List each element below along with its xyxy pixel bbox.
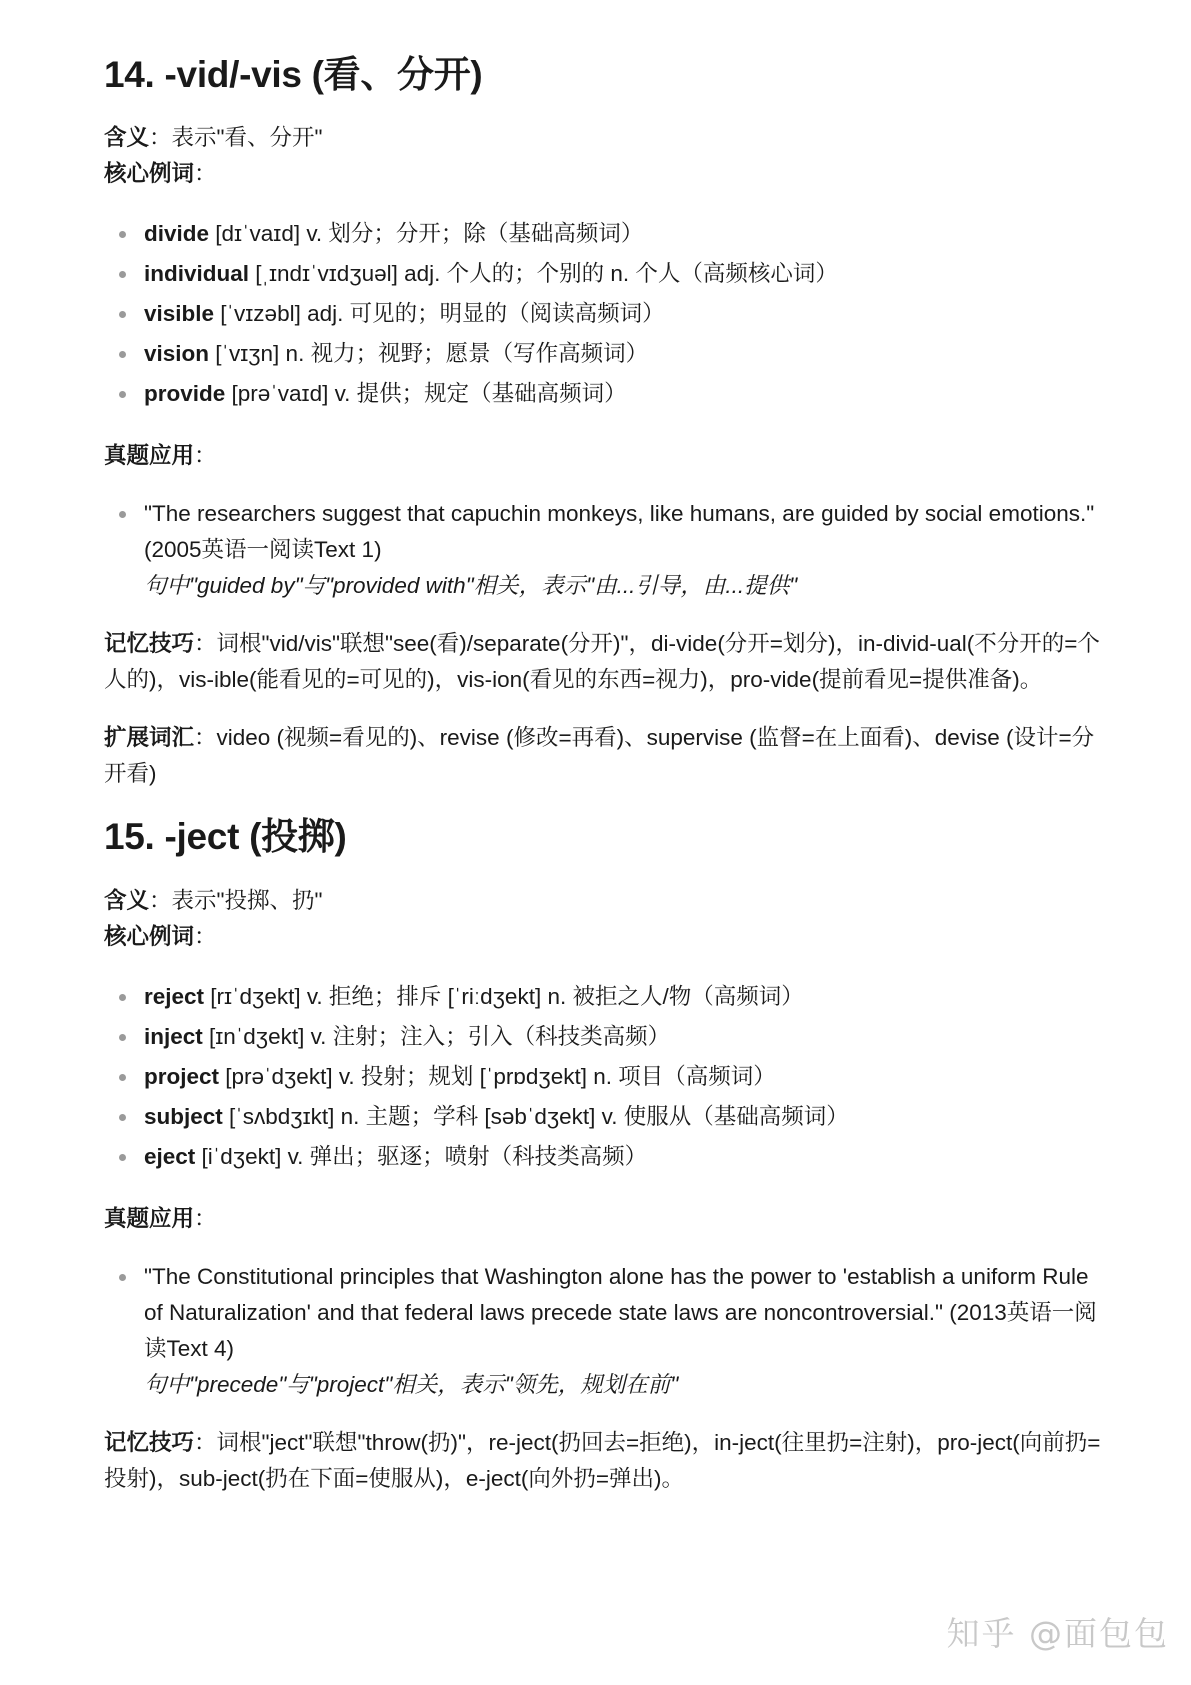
meaning-label: 含义: [104, 125, 150, 151]
word-detail: [prəˈdʒekt] v. 投射；规划 [ˈprɒdʒekt] n. 项目（高频词）: [219, 1063, 776, 1089]
meaning-text: ：表示"看、分开": [149, 125, 323, 151]
word-detail: [dɪˈvaɪd] v. 划分；分开；除（基础高频词）: [209, 221, 644, 247]
memory-tip-text: ：词根"vid/vis"联想"see(看)/separate(分开)"，di-vide(分开=划分)，in-divid-ual(不分开的=个人的)，vis-ible(能看见的=可见的)，vis-ion(看见的东西=视力)，pro-vide(提前看见=提供准备)。: [104, 631, 1100, 693]
word: provide: [144, 381, 226, 407]
quote-note: 句中"precede"与"project"相关，表示"领先，规划在前": [144, 1371, 679, 1397]
word-detail: [ˌɪndɪˈvɪdʒuəl] adj. 个人的；个别的 n. 个人（高频核心词）: [249, 261, 838, 287]
core-word-list: [104, 214, 1104, 414]
list-item: [104, 1097, 1104, 1137]
exam-quote-list: [104, 1259, 1104, 1403]
core-words-label: 核心例词: [104, 161, 195, 187]
section-title: 14. -vid/-vis (看、分开): [104, 54, 483, 95]
word: reject: [144, 983, 205, 1009]
core-words-suffix: ：: [194, 161, 217, 187]
quote-note: 句中"guided by"与"provided with"相关，表示"由...引导，由...提供": [144, 573, 798, 599]
memory-tip-text: ：词根"ject"联想"throw(扔)"，re-ject(扔回去=拒绝)，in-ject(往里扔=注射)，pro-ject(向前扔=投射)，sub-ject(扔在下面=使服从)，e-ject(向外扔=弹出)。: [104, 1429, 1101, 1491]
word-detail: [ˈvɪzəbl] adj. 可见的；明显的（阅读高频词）: [214, 301, 665, 327]
section-ject: [104, 814, 1104, 1496]
list-item: [104, 334, 1104, 374]
list-item: [104, 374, 1104, 414]
extended-vocab: [104, 720, 1104, 792]
extended-vocab-text: ：video (视频=看见的)、revise (修改=再看)、supervise (监督=在上面看)、devise (设计=分开看): [104, 725, 1095, 787]
word-detail: [ˈvɪʒn] n. 视力；视野；愿景（写作高频词）: [209, 341, 649, 367]
list-item: [104, 1017, 1104, 1057]
word: vision: [144, 341, 210, 367]
word-detail: [prəˈvaɪd] v. 提供；规定（基础高频词）: [225, 381, 627, 407]
word: subject: [144, 1103, 223, 1129]
extended-vocab-label: 扩展词汇: [104, 725, 195, 751]
meaning-line: [104, 120, 1104, 156]
word: eject: [144, 1143, 196, 1169]
section-title: 15. -ject (投掷): [104, 816, 347, 858]
word: visible: [144, 301, 215, 327]
core-words-suffix: ：: [194, 923, 217, 949]
exam-quote: [104, 496, 1104, 604]
memory-tip: [104, 1425, 1104, 1497]
exam-application-label: 真题应用: [104, 1205, 195, 1231]
meaning-text: ：表示"投掷、扔": [149, 887, 323, 913]
meaning-line: [104, 883, 1104, 919]
word-detail: [iˈdʒekt] v. 弹出；驱逐；喷射（科技类高频）: [195, 1143, 648, 1169]
word-detail: [rɪˈdʒekt] v. 拒绝；排斥 [ˈriːdʒekt] n. 被拒之人/物（高频词）: [204, 983, 804, 1009]
section-vid-vis: [104, 52, 1104, 792]
document-page: [104, 52, 1104, 1519]
core-words-label: 核心例词: [104, 923, 195, 949]
word: inject: [144, 1023, 203, 1049]
list-item: [104, 1137, 1104, 1177]
watermark: 知乎 @面包包: [946, 1614, 1169, 1653]
list-item: [104, 294, 1104, 334]
quote-text: "The Constitutional principles that Washington alone has the power to 'establish a uniform Rule of Naturalization' and that federal laws precede state laws are noncontroversial." (2013英语一阅读Text 4): [144, 1263, 1097, 1361]
word: project: [144, 1063, 220, 1089]
word: divide: [144, 221, 210, 247]
exam-application-line: [104, 438, 1104, 474]
exam-application-label: 真题应用: [104, 443, 195, 469]
exam-application-suffix: ：: [194, 1205, 217, 1231]
exam-quote-list: [104, 496, 1104, 604]
quote-text: "The researchers suggest that capuchin monkeys, like humans, are guided by social emotions." (2005英语一阅读Text 1): [144, 501, 1095, 563]
memory-tip-label: 记忆技巧: [104, 631, 195, 657]
word: individual: [144, 261, 250, 287]
core-word-list: [104, 977, 1104, 1177]
exam-quote: [104, 1259, 1104, 1403]
core-words-line: [104, 156, 1104, 192]
memory-tip: [104, 626, 1104, 698]
list-item: [104, 214, 1104, 254]
exam-application-suffix: ：: [194, 443, 217, 469]
core-words-line: [104, 919, 1104, 955]
list-item: [104, 1057, 1104, 1097]
memory-tip-label: 记忆技巧: [104, 1429, 195, 1455]
list-item: [104, 977, 1104, 1017]
exam-application-line: [104, 1201, 1104, 1237]
list-item: [104, 254, 1104, 294]
word-detail: [ɪnˈdʒekt] v. 注射；注入；引入（科技类高频）: [202, 1023, 671, 1049]
word-detail: [ˈsʌbdʒɪkt] n. 主题；学科 [səbˈdʒekt] v. 使服从（基础高频词）: [222, 1103, 849, 1129]
meaning-label: 含义: [104, 887, 150, 913]
